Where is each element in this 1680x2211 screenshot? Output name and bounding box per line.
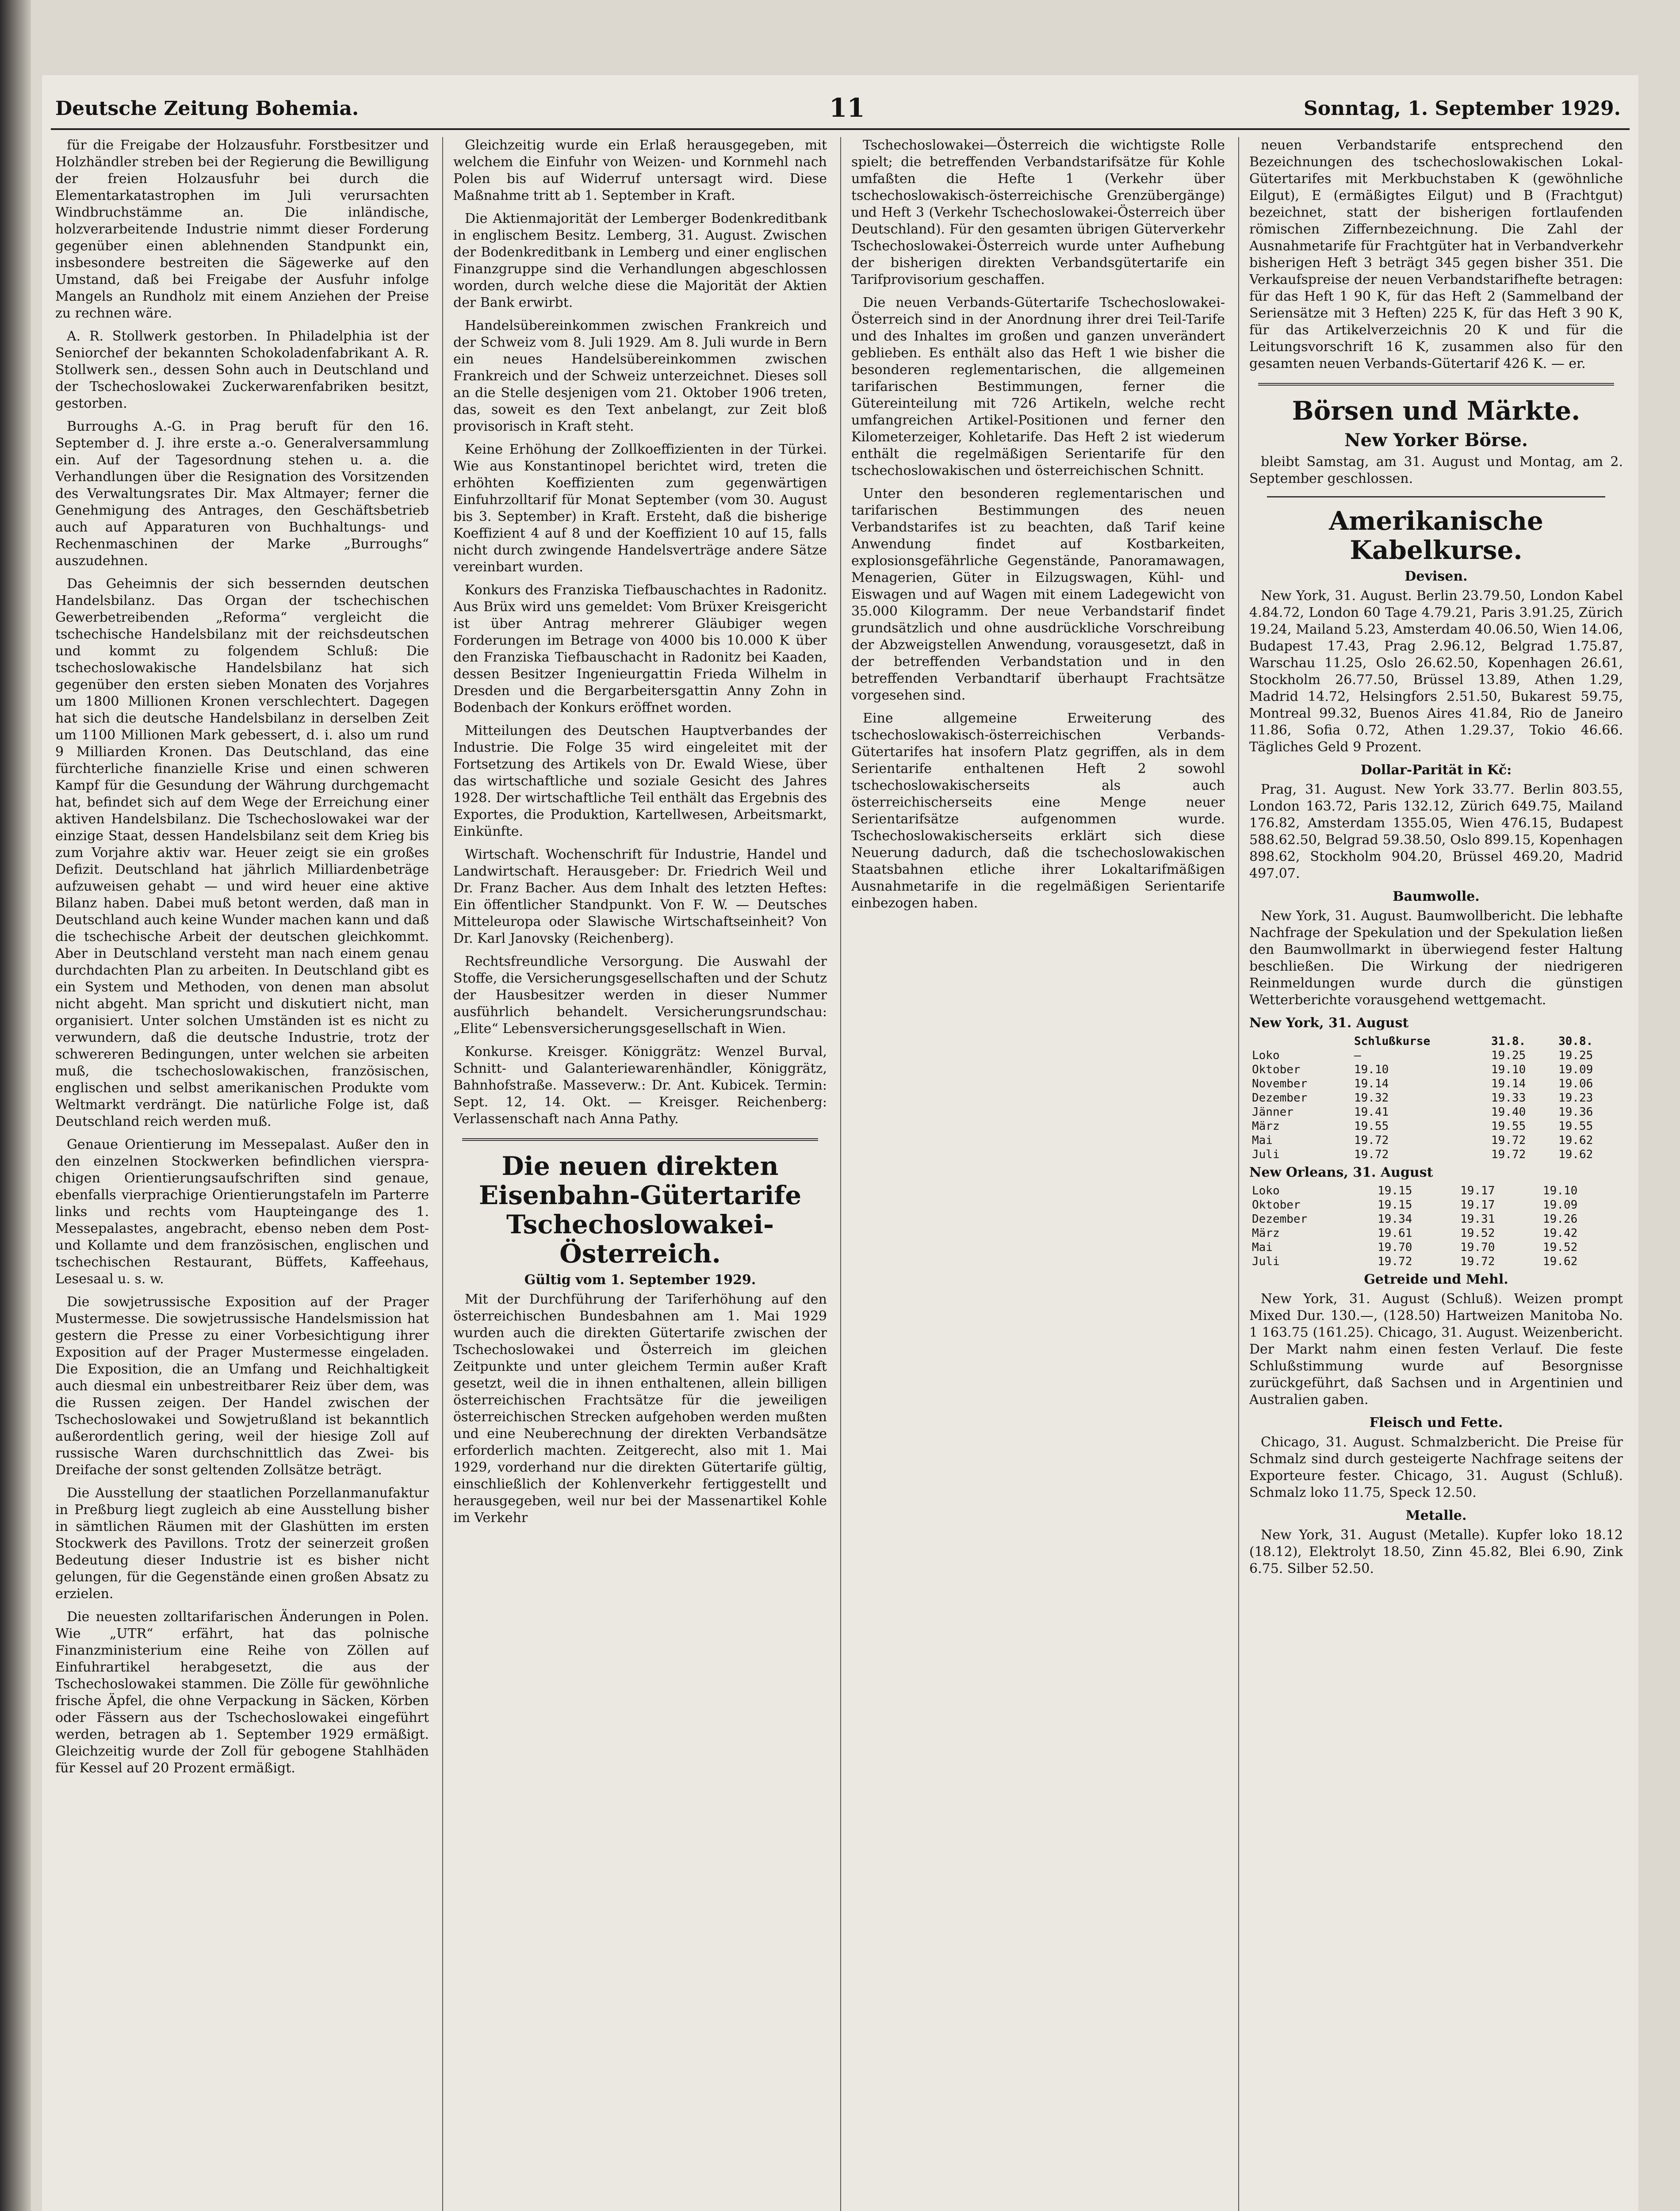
table-cell: 19.55 xyxy=(1491,1120,1526,1133)
news-item: Handelsübereinkommen zwischen Frankreich und der Schweiz vom 8. Juli 1929. Am 8. Juli wurde in Bern ein neues Handelsübereinkommen zwischen Frankreich und der Schweiz unterzeichnet. Dieses soll an die Stelle desjenigen vom 21. Oktober 1906 treten, das, soweit es den Text anbelangt, zur Zeit bloß provisorisch in Kraft steht. xyxy=(453,318,827,434)
table-cell: 19.72 xyxy=(1354,1134,1389,1147)
meat-fats-title: Fleisch und Fette. xyxy=(1369,1415,1503,1431)
devisen-label: Devisen. xyxy=(1404,569,1468,584)
table-cell: 19.70 xyxy=(1460,1241,1495,1254)
newspaper-name: Deutsche Zeitung Bohemia. xyxy=(55,97,359,120)
table-cell: 19.09 xyxy=(1558,1063,1593,1076)
table-cell: 19.72 xyxy=(1491,1134,1526,1147)
table-cell: 19.25 xyxy=(1491,1049,1526,1062)
table-cell: Mai xyxy=(1252,1134,1273,1147)
ny-quotes-title: New York, 31. August xyxy=(1249,1015,1409,1031)
cotton-text: New York, 31. August. Baumwollbericht. Die lebhafte Nachfrage der Spekulation und der Spekulation ließen den Baumwollmarkt in überwiegend fester Haltung beschließen. Die Wirkung der niedrigeren Reinmeldungen wurde durch die günstigen Wetterberichte vorausgehend wettgemacht. xyxy=(1249,908,1623,1008)
table-cell: März xyxy=(1252,1120,1280,1133)
devisen-text: New York, 31. August. Berlin 23.79.50, London Kabel 4.84.72, London 60 Tage 4.79.21, Paris 3.91.25, Zürich 19.24, Mailand 5.23, Amsterdam 40.06.50, Wien 14.06, Budapest 17.43, Prag 2.96.12, Belgrad 1.75.87, Warschau 11.25, Oslo 26.62.50, Kopenhagen 26.61, Stockholm 26.77.50, Brüssel 13.89, Athen 1.29, Madrid 14.72, Helsingfors 2.51.50, Bukarest 59.75, Montreal 99.32, Buenos Aires 41.84, Rio de Janeiro 11.86, Sofia 0.72, Athen 1.29.37, Tokio 46.66. Tägliches Geld 9 Prozent. xyxy=(1249,588,1623,755)
table-row xyxy=(1249,1091,1623,1105)
table-header xyxy=(1249,1034,1351,1048)
table-cell: 19.25 xyxy=(1558,1049,1593,1062)
table-cell: 19.72 xyxy=(1491,1148,1526,1161)
table-cell: 19.62 xyxy=(1558,1134,1593,1147)
grain-text: New York, 31. August (Schluß). Weizen prompt Mixed Dur. 130.—, (128.50) Hartweizen Manitoba No. 1 163.75 (161.25). Chicago, 31. August. Weizenbericht. Der Markt nahm einen festen Verlauf. Die feste Schlußstimmung wurde auf Besorgnisse zurückgeführt, daß Sachsen und in Argentinien und Australien gaben. xyxy=(1249,1291,1623,1408)
newspaper-page xyxy=(42,75,1638,2211)
metals-text: New York, 31. August (Metalle). Kupfer loko 18.12 (18.12), Elektrolyt 18.50, Zinn 45.82, Blei 6.90, Zink 6.75. Silber 52.50. xyxy=(1249,1527,1623,1576)
dollar-parity-title: Dollar-Parität in Kč: xyxy=(1360,762,1512,778)
table-row xyxy=(1249,1212,1623,1226)
table-cell: 19.52 xyxy=(1543,1241,1578,1254)
table-cell: Oktober xyxy=(1252,1198,1301,1212)
cable-rates-title: Amerikanische Kabelkurse. xyxy=(1329,506,1543,565)
table-row xyxy=(1249,1048,1623,1063)
table-cell: 19.32 xyxy=(1354,1091,1389,1105)
table-row xyxy=(1249,1198,1623,1212)
table-cell: 19.55 xyxy=(1354,1120,1389,1133)
section-divider xyxy=(1267,496,1605,497)
cotton-title: Baumwolle. xyxy=(1393,889,1480,904)
column-4 xyxy=(1249,137,1623,2211)
news-item: Keine Erhöhung der Zollkoeffizienten in der Türkei. Wie aus Konstantinopel berichtet wird, treten die erhöhten Koeffizienten zum gegenwärtigen Einfuhrzolltarif für Monat September (vom 30. August bis 3. September) in Kraft. Ersteht, daß die bisherige Koeffizient 4 auf 8 und der Koeffizient 10 auf 15, falls nicht durch zwingende Handelsverträge andere Sätze vereinbart wurden. xyxy=(453,442,827,575)
table-cell: 19.72 xyxy=(1460,1255,1495,1268)
table-cell: 19.10 xyxy=(1491,1063,1526,1076)
table-cell: 19.52 xyxy=(1460,1227,1495,1240)
news-item: Genaue Orientierung im Messepalast. Außer den in den einzelnen Stockwerken befindlichen viersprachigen Orientierungsaufschriften sind genaue, ebenfalls vierprachige Orientierungstafeln im Parterre links und rechts vom Haupteingange des 1. Messepalastes, angebracht, ebenso neben dem Post- und Kollamte und dem französischen, englischen und tschechischen Restaurant, Büffets, Kaffeehaus, Lesesaal u. s. w. xyxy=(55,1137,429,1287)
article-subtitle: Gültig vom 1. September 1929. xyxy=(524,1272,756,1288)
table-cell: 19.14 xyxy=(1354,1077,1389,1090)
news-item: Die sowjetrussische Exposition auf der Prager Mustermesse. Die sowjetrussische Handelsmission hat gestern die Presse zu einer Vorbesichtigung ihrer Exposition auf der Prager Mustermesse eingeladen. Die Exposition, die an Umfang und Reichhaltigkeit auch diesmal ein unbestreitbarer Reiz über dem, was die Russen zeigen. Der Handel zwischen der Tschechoslowakei und Sowjetrußland ist bekanntlich außerordentlich gering, weil der hiesige Zoll auf russische Waren durchschnittlich das Zwei- bis Dreifache der sonst geltenden Zollsätze beträgt. xyxy=(55,1294,429,1478)
section-divider xyxy=(462,1138,818,1141)
news-item: Gleichzeitig wurde ein Erlaß herausgegeben, mit welchem die Einfuhr von Weizen- und Kornmehl nach Polen bis auf Widerruf untersagt wird. Diese Maßnahme tritt ab 1. September in Kraft. xyxy=(453,138,827,203)
table-cell: 19.62 xyxy=(1558,1148,1593,1161)
table-cell: 19.09 xyxy=(1543,1198,1578,1212)
table-cell: 19.61 xyxy=(1378,1227,1412,1240)
table-cell: 19.55 xyxy=(1558,1120,1593,1133)
table-cell: Jänner xyxy=(1252,1106,1293,1119)
table-row xyxy=(1249,1148,1623,1162)
column-1 xyxy=(55,137,429,2211)
table-row xyxy=(1249,1255,1623,1269)
news-item: Rechtsfreundliche Versorgung. Die Auswahl der Stoffe, die Versicherungsgesellschaften und der Schutz der Hausbesitzer werden in dieser Nummer ausführlich behandelt. Versicherungsrundschau: „Elite“ Lebensversicherungsgesellschaft in Wien. xyxy=(453,954,827,1037)
table-cell: 19.42 xyxy=(1543,1227,1578,1240)
page-number: 11 xyxy=(829,93,865,123)
news-item: Konkurse. Kreisger. Königgrätz: Wenzel Burval, Schnitt- und Galanteriewarenhändler, Königgrätz, Bahnhofstraße. Masseverw.: Dr. Ant. Kubicek. Termin: Sept. 12, 14. Okt. — Kreisger. Reichenberg: Verlassenschaft nach Anna Pathy. xyxy=(453,1044,827,1127)
table-row xyxy=(1249,1119,1623,1133)
table-cell: 19.23 xyxy=(1558,1091,1593,1105)
article-headline: Die neuen direkten Eisenbahn-Gütertarife Tschechoslowakei-Österreich. xyxy=(478,1151,802,1269)
binding-fold xyxy=(0,0,31,2211)
table-cell: 19.26 xyxy=(1543,1213,1578,1226)
table-cell: Dezember xyxy=(1252,1213,1308,1226)
table-cell: 19.40 xyxy=(1491,1106,1526,1119)
column-2 xyxy=(453,137,827,2211)
news-item: Mitteilungen des Deutschen Hauptverbandes der Industrie. Die Folge 35 wird eingeleitet mit der Fortsetzung des Artikels von Dr. Ewald Wiese, über das wirtschaftliche und soziale Gesicht des Jahres 1928. Der wirtschaftliche Teil enthält das Ergebnis des Exportes, die Produktion, Kartellwesen, Arbeitsmarkt, Einkünfte. xyxy=(453,723,827,839)
news-item: Konkurs des Franziska Tiefbauschachtes in Radonitz. Aus Brüx wird uns gemeldet: Vom Brüxer Kreisgericht ist über Antrag mehrerer Gläubiger wegen Forderungen im Betrage von 4000 bis 10.000 K über den Franziska Tiefbauschacht in Radonitz bei Kaaden, dessen Besitzer Ingenieurgattin Frieda Wilhelm in Dresden und die Bergarbeitersgattin Anny Zohn in Bodenbach der Konkurs eröffnet worden. xyxy=(453,582,827,715)
table-cell: 19.14 xyxy=(1491,1077,1526,1090)
table-cell: 19.31 xyxy=(1460,1213,1495,1226)
table-cell: März xyxy=(1252,1227,1280,1240)
table-cell: 19.36 xyxy=(1558,1106,1593,1119)
table-cell: — xyxy=(1354,1049,1361,1062)
new-orleans-title: New Orleans, 31. August xyxy=(1249,1165,1433,1180)
table-cell: 19.17 xyxy=(1460,1198,1495,1212)
table-row xyxy=(1249,1077,1623,1091)
table-header-row xyxy=(1249,1034,1623,1048)
table-cell: Loko xyxy=(1252,1049,1280,1062)
article-body: Tschechoslowakei—Österreich die wichtigste Rolle spielt; die betreffenden Verbandstarifsätze für Kohle umfaßten die Hefte 1 (Verkehr über tschechoslowakisch-österreichische Grenzübergänge) und Heft 3 (Verkehr Tschechoslowakei-Österreich über Deutschland). Für den gesamten übrigen Güterverkehr Tschechoslowakei-Österreich wurde unter Aufhebung der bisherigen direkten Verbandsgütertarife ein Tarifprovisorium geschaffen. xyxy=(851,138,1225,287)
metals-title: Metalle. xyxy=(1405,1508,1467,1523)
table-cell: 19.41 xyxy=(1354,1106,1389,1119)
article-body: Die neuen Verbands-Gütertarife Tschechoslowakei-Österreich sind in der Anordnung ihrer drei Teil-Tarife und des Inhaltes im großen und ganzen unverändert geblieben. Es enthält also das Heft 1 wie bisher die besonderen reglementarischen, die allgemeinen tarifarischen Bestimmungen, ferner die Gütereinteilung mit 726 Artikeln, welche recht umfangreichen Artikel-Positionen und ferner den Kilometerzeiger, Kohletarife. Das Heft 2 ist wiederum enthält die regelmäßigen Serientarife für den tschechoslowakischen und österreichischen Schnitt. xyxy=(851,295,1225,478)
issue-date: Sonntag, 1. September 1929. xyxy=(1303,97,1621,120)
table-row xyxy=(1249,1133,1623,1148)
table-row xyxy=(1249,1240,1623,1255)
dollar-parity-text: Prag, 31. August. New York 33.77. Berlin 803.55, London 163.72, Paris 132.12, Zürich 649.75, Mailand 176.82, Amsterdam 1355.05, Wien 476.15, Budapest 588.62.50, Belgrad 59.38.50, Oslo 899.15, Kopenhagen 898.62, Stockholm 904.20, Brüssel 469.20, Madrid 497.07. xyxy=(1249,782,1623,881)
news-item: für die Freigabe der Holzausfuhr. Forstbesitzer und Holzhändler streben bei der Regierung die Bewilligung der freien Holzausfuhr bei durch die Elementarkatastrophen im Juli verursachten Windbruchstämme an. Die inländische, holzverarbeitende Industrie nimmt dieser Forderung gegenüber einen ablehnenden Standpunkt ein, insbesondere bestreiten die Sägewerke auf den Umstand, daß bei Freigabe der Ausfuhr infolge Mangels an Rundholz mit einem Anziehen der Preise zu rechnen wäre. xyxy=(55,138,429,321)
table-cell: 19.72 xyxy=(1354,1148,1389,1161)
table-cell: 19.17 xyxy=(1460,1184,1495,1197)
news-item: Die neuesten zolltarifarischen Änderungen in Polen. Wie „UTR“ erfährt, hat das polnische Finanzministerium eine Reihe von Zöllen auf Einfuhrartikel herabgesetzt, die aus der Tschechoslowakei stammen. Die Zölle für gewöhnliche frische Äpfel, die ohne Verpackung in Säcken, Körben oder Fässern aus der Tschechoslowakei eingeführt werden, betragen ab 1. September 1929 ermäßigt. Gleichzeitig wurde der Zoll für gebogene Stahlhäden für Kessel auf 20 Prozent ermäßigt. xyxy=(55,1609,429,1776)
table-cell: 19.15 xyxy=(1378,1184,1412,1197)
meat-fats-text: Chicago, 31. August. Schmalzbericht. Die Preise für Schmalz sind durch gesteigerte Nachfrage seitens der Exporteure fester. Chicago, 31. August (Schluß). Schmalz loko 11.75, Speck 12.50. xyxy=(1249,1434,1623,1500)
news-item: Die Aktienmajorität der Lemberger Bodenkreditbank in englischem Besitz. Lemberg, 31. August. Zwischen der Bodenkreditbank in Lemberg und einer englischen Finanzgruppe sind die Verhandlungen abgeschlossen worden, durch welche diese die Majorität der Aktien der Bank erwirbt. xyxy=(453,211,827,310)
news-item: Die Ausstellung der staatlichen Porzellanmanufaktur in Preßburg liegt zugleich ab eine Ausstellung bisher in sämtlichen Räumen mit der Glashütten im ersten Stockwerk des Pavillons. Trotz der seinerzeit großen Bedeutung dieser Industrie ist es bisher nicht gelungen, für die Gegenstände einen großen Absatz zu erzielen. xyxy=(55,1485,429,1602)
table-cell: Juli xyxy=(1252,1255,1280,1268)
article-body: Eine allgemeine Erweiterung des tschechoslowakisch-österreichischen Verbands-Gütertarifes hat insofern Platz gegriffen, als in dem Serientarife enthaltenen Heft 2 sowohl tschechoslowakischerseits als auch österreichischerseits eine Menge neuer Serientarifsätze aufgenommen wurde. Tschechoslowakischerseits erklärt sich diese Neuerung dadurch, daß die tschechoslowakischen Staatsbahnen etliche ihrer Lokaltarifmäßigen Ausnahmetarife in die regelmäßigen Serientarife einbezogen haben. xyxy=(851,711,1225,911)
ny-cotton-table xyxy=(1249,1034,1623,1162)
news-item: A. R. Stollwerk gestorben. In Philadelphia ist der Seniorchef der bekannten Schokoladenfabrikant A. R. Stollwerk sen., dessen Sohn auch in Deutschland und der Tschechoslowakei Zuckerwarenfabriken besitzt, gestorben. xyxy=(55,329,429,411)
table-cell: 19.15 xyxy=(1378,1198,1412,1212)
column-rule xyxy=(1238,137,1239,2211)
news-item: Das Geheimnis der sich bessernden deutschen Handelsbilanz. Das Organ der tschechischen Gewerbetreibenden „Reforma“ vergleicht die tschechische Handelsbilanz mit der reichsdeutschen und kommt zu folgendem Schluß: Die tschechoslowakische Handelsbilanz hat sich gegenüber den ersten sieben Monaten des Vorjahres um 1800 Millionen Kronen verschlechtert. Dagegen hat sich die deutsche Handelsbilanz in derselben Zeit um 1100 Millionen Mark gebessert, d. i. also um rund 9 Milliarden Kronen. Das Deutschland, das eine fürchterliche finanzielle Krise und einen schweren Kampf für die Gesundung der Währung durchgemacht hat, befindet sich auf dem Wege der Erreichung einer aktiven Handelsbilanz. Die Tschechoslowakei war der einzige Staat, dessen Handelsbilanz seit dem Krieg bis zum Vorjahre aktiv war. Heuer zeigt sie ein großes Defizit. Deutschland hat jährlich Milliardenbeträge aufzuweisen gehabt — und wird heuer eine aktive Bilanz haben. Dabei muß betont werden, daß man in Deutschland auch keine Wunder machen kann und daß die tschechische Arbeit der deutschen gleichkommt. Aber in Deutschland versteht man nach einem genau durchdachten Plan zu arbeiten. In Deutschland gibt es ein System und Methoden, von denen man absolut nicht abgeht. Man spricht und diskutiert nicht, man organisiert. Unter solchen Umständen ist es nicht zu verwundern, daß die deutsche Industrie, trotz der schwereren Bedingungen, unter welchen sie arbeiten muß, die tschechoslowakischen, französischen, englischen und selbst amerikanischen Produkte vom Weltmarkt verdrängt. Die natürliche Folge ist, daß Deutschland reich werden muß. xyxy=(55,576,429,1129)
table-cell: Juli xyxy=(1252,1148,1280,1161)
table-cell: Oktober xyxy=(1252,1063,1301,1076)
news-item: Burroughs A.-G. in Prag beruft für den 16. September d. J. ihre erste a.-o. Generalversammlung ein. Auf der Tagesordnung stehen u. a. die Verhandlungen über die Resignation des Vorsitzenden des Verwaltungsrates Dir. Max Altmayer; ferner die Genehmigung des Antrages, den Geschäftsbetrieb auch auf Apparaturen von Buchhaltungs- und Rechenmaschinen der Marke „Burroughs“ auszudehnen. xyxy=(55,419,429,569)
table-cell: Dezember xyxy=(1252,1091,1308,1105)
column-rule xyxy=(840,137,841,2211)
newyork-exchange-title: New Yorker Börse. xyxy=(1344,430,1528,451)
table-cell: 19.33 xyxy=(1491,1091,1526,1105)
table-cell: 19.34 xyxy=(1378,1213,1412,1226)
table-row xyxy=(1249,1063,1623,1077)
table-row xyxy=(1249,1105,1623,1119)
table-cell: 19.10 xyxy=(1543,1184,1578,1197)
article-body: Mit der Durchführung der Tariferhöhung auf den österreichischen Bundesbahnen am 1. Mai 1929 wurden auch die direkten Gütertarife zwischen der Tschechoslowakei und Österreich im gleichen Zeitpunkte und unter gleichem Termin außer Kraft gesetzt, weil die in ihnen enthaltenen, allein billigen österreichischen Frachtsätze für die jeweiligen österreichischen Strecken aufgehoben werden mußten und eine Neuberechnung der direkten Verbandsätze erforderlich machten. Zeitgerecht, also mit 1. Mai 1929, vorderhand nur die direkten Gütertarife gültig, einschließlich der Kohlenverkehr fertiggestellt und herausgegeben, weil nur bei der Massenartikel Kohle im Verkehr xyxy=(453,1292,827,1526)
table-row xyxy=(1249,1226,1623,1240)
table-cell: Loko xyxy=(1252,1184,1280,1197)
table-header: 30.8. xyxy=(1558,1035,1593,1048)
section-title-boersen: Börsen und Märkte. xyxy=(1292,396,1581,426)
column-rule xyxy=(442,137,443,2211)
article-body: neuen Verbandstarife entsprechend den Bezeichnungen des tschechoslowakischen Lokal-Gütertarifes mit Merkbuchstaben K (gewöhnliche Eilgut), E (ermäßigtes Eilgut) und B (Frachtgut) bezeichnet, statt der bisherigen fortlaufenden römischen Ziffernbezeichnung. Die Zahl der Ausnahmetarife für Frachtgüter hat in Verbandverkehr bisherigen Heft 3 beträgt 345 gegen bisher 351. Die Verkaufspreise der neuen Verbandstarifhefte betragen: für das Heft 1 90 K, für das Heft 2 (Sammelband der Seriensätze mit 3 Heften) 225 K, für das Heft 3 90 K, für das Artikelverzeichnis 20 K und für die Leitungsvorschrift 16 K, zusammen also für den gesamten neuen Verbands-Gütertarif 426 K. — er. xyxy=(1249,138,1623,371)
table-row xyxy=(1249,1184,1623,1198)
table-cell: 19.06 xyxy=(1558,1077,1593,1090)
table-cell: November xyxy=(1252,1077,1308,1090)
table-header: Schlußkurse xyxy=(1354,1035,1431,1048)
column-3 xyxy=(851,137,1225,2211)
table-header: 31.8. xyxy=(1491,1035,1526,1048)
page-header xyxy=(51,93,1630,130)
grain-title: Getreide und Mehl. xyxy=(1364,1272,1508,1287)
article-body: Unter den besonderen reglementarischen und tarifarischen Bestimmungen des neuen Verbandstarifes ist zu beachten, daß Tarif keine Anwendung findet auf Kostbarkeiten, explosionsgefährliche Gegenstände, Panoramawagen, Menagerien, Güter in Eilzugswagen, Kühl- und Eiswagen und auf Wagen mit einem Ladegewicht von 35.000 Kilogramm. Der neue Verbandstarif findet grundsätzlich und ohne ausdrückliche Vorschreibung der Abzweigstellen Anwendung, vorausgesetzt, daß in der betreffenden Verbandstation und in den betreffenden Verbandtarif überhaupt Frachtsätze vorgesehen sind. xyxy=(851,486,1225,703)
table-cell: 19.70 xyxy=(1378,1241,1412,1254)
table-cell: 19.10 xyxy=(1354,1063,1389,1076)
table-cell: 19.62 xyxy=(1543,1255,1578,1268)
new-orleans-table xyxy=(1249,1184,1623,1269)
table-cell: 19.72 xyxy=(1378,1255,1412,1268)
section-divider xyxy=(1258,383,1614,386)
table-cell: Mai xyxy=(1252,1241,1273,1254)
news-item: Wirtschaft. Wochenschrift für Industrie, Handel und Landwirtschaft. Herausgeber: Dr. Friedrich Weil und Dr. Franz Bacher. Aus dem Inhalt des letzten Heftes: Ein öffentlicher Standpunkt. Von F. W. — Deutsches Mitteleuropa oder Slawische Wirtschaftseinheit? Von Dr. Karl Janovsky (Reichenberg). xyxy=(453,847,827,946)
newyork-exchange-note: bleibt Samstag, am 31. August und Montag, am 2. September geschlossen. xyxy=(1249,454,1623,486)
